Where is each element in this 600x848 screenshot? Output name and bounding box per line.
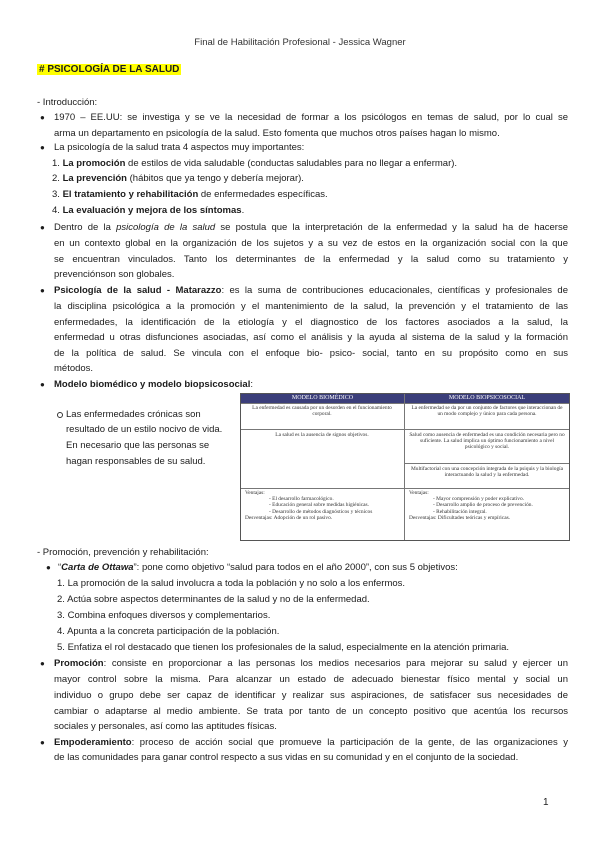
bullet-icon: ●: [40, 659, 45, 668]
table-cell: Multifactorial con una concepción integrada de la psiquis y la biología interactuando la salud y la enfermedad.: [410, 466, 564, 479]
table-divider: [241, 488, 569, 489]
bullet-icon: ●: [40, 286, 45, 295]
promocion-line1: Promoción: consiste en proporcionar a las personas los medios necesarios para mejorar su salud y ejercer un: [54, 658, 568, 669]
global-context-line3: se encuentran vinculados. Tanto los determinantes de la enfermedad y la salud como su tratamiento y: [54, 254, 568, 265]
models-comparison-table: [240, 393, 570, 541]
intro-1970-line2: arma un departamento en psicología de la salud. Esto fomenta que muchos otros países hagan lo mismo.: [54, 128, 500, 139]
table-cell: La enfermedad es causada por un desorden en el funcionamiento corporal.: [252, 405, 392, 418]
intro-heading: - Introducción:: [37, 97, 98, 108]
table-cell: Ventajas: - El desarrollo farmacológico. - Educación general sobre medidas higiénicas. - Desarrollo de métodos diagnósticos y técnicos Desventajas: Adopción de un rol pasivo.: [245, 490, 373, 521]
promocion-line4: cambiar o adaptarse al medio ambiente. Se trata por tanto de un concepto positivo que acentúa los recursos: [54, 706, 568, 717]
matarazzo-line2: la disciplina psicológica a la promoción y el mantenimiento de la salud, la prevención y el tratamiento de las: [54, 301, 568, 312]
promocion-line2: mayor control sobre la misma. Para alcanzar un estado de adecuado bienestar físico mental y social un: [54, 674, 568, 685]
objective-item-2: 2. Actúa sobre aspectos determinantes de la salud y no de la enfermedad.: [57, 594, 370, 605]
bullet-icon: ●: [40, 738, 45, 747]
global-context-line2: en un contexto global en la organización de los sujetos y a su vez de estos en la organización social con la que: [54, 238, 568, 249]
matarazzo-line4: enfermedad u otras disfunciones asociadas, así como el análisis y la ayuda al sistema de la salud y la formación: [54, 332, 568, 343]
intro-1970-line1: 1970 – EE.UU: se investiga y se ve la necesidad de formar a los psicólogos en temas de salud, por lo cual se: [54, 112, 568, 123]
matarazzo-line6: métodos.: [54, 363, 94, 374]
hollow-bullet-icon: [57, 412, 63, 418]
table-cell: Ventajas: - Mayor comprensión y poder explicativo. - Desarrollo amplio de proceso de prevención. - Rehabilitación integral. Desventajas: Dificultades teóricas y empíricas.: [409, 490, 533, 521]
promocion-line5: sociales y personales, así como las aptitudes físicas.: [54, 721, 277, 732]
bullet-icon: ●: [40, 380, 45, 389]
table-cell: La salud es la ausencia de signos objetivos.: [275, 432, 369, 438]
ottawa-line: “Carta de Ottawa”: pone como objetivo “salud para todos en el año 2000”, con sus 5 objetivos:: [58, 562, 458, 573]
bullet-icon: ●: [46, 563, 51, 572]
chronic-line1: Las enfermedades crónicas son: [66, 409, 201, 420]
aspect-item-3: 3. El tratamiento y rehabilitación de enfermedades específicas.: [52, 189, 328, 200]
objective-item-1: 1. La promoción de la salud involucra a toda la población y no solo a los enfermos.: [57, 578, 406, 589]
table-divider: [404, 394, 405, 540]
matarazzo-line3: enfermedades, la identificación de la etiología y el diagnostico de los factores asociados a la salud, la: [54, 317, 568, 328]
aspect-item-4: 4. La evaluación y mejora de los síntomas.: [52, 205, 245, 216]
matarazzo-line1: Psicología de la salud - Matarazzo: es la suma de contribuciones educacionales, científicas y profesionales de: [54, 285, 569, 296]
chronic-line3: En necesario que las personas se: [66, 440, 210, 451]
models-heading: Modelo biomédico y modelo biopsicosocial:: [54, 379, 254, 390]
section-title: # PSICOLOGÍA DE LA SALUD: [39, 64, 180, 75]
chronic-line2: resultado de un estilo nocivo de vida.: [66, 424, 223, 435]
table-divider: [241, 403, 569, 404]
empoderamiento-line2: de las comunidades para ganar control respecto a sus vidas en su comunidad y en el conjunto de la sociedad.: [54, 752, 519, 763]
bullet-icon: ●: [40, 223, 45, 232]
global-context-line4: prevenciónson son globales.: [54, 269, 175, 280]
bullet-icon: ●: [40, 143, 45, 152]
aspect-item-2: 2. La prevención (hábitos que ya tengo y debería mejorar).: [52, 173, 304, 184]
table-cell: Salud como ausencia de enfermedad es una condición necesaria pero no suficiente. La salud implica un óptimo funcionamiento a nivel psicológico y social.: [409, 432, 565, 451]
page-number: 1: [543, 797, 549, 808]
promo-heading: - Promoción, prevención y rehabilitación:: [37, 547, 209, 558]
table-header-biomedico: MODELO BIOMÉDICO: [241, 394, 404, 403]
objective-item-3: 3. Combina enfoques diversos y complementarios.: [57, 610, 271, 621]
empoderamiento-line1: Empoderamiento: proceso de acción social que promueve la participación de la gente, de las organizaciones y: [54, 737, 568, 748]
page-header: Final de Habilitación Profesional - Jessica Wagner: [194, 37, 406, 48]
chronic-line4: hagan responsables de su salud.: [66, 456, 206, 467]
global-context-line1: Dentro de la psicología de la salud se postula que la interpretación de la enfermedad y la salud ha de hacerse: [54, 222, 569, 233]
objective-item-5: 5. Enfatiza el rol destacado que tienen los profesionales de la salud, especialmente en la atención primaria.: [57, 642, 510, 653]
table-divider: [241, 429, 569, 430]
bullet-icon: ●: [40, 113, 45, 122]
objective-item-4: 4. Apunta a la concreta participación de la población.: [57, 626, 280, 637]
table-cell: La enfermedad se da por un conjunto de factores que interaccionan de un modo complejo y único para cada persona.: [411, 405, 563, 418]
intro-aspects: La psicología de la salud trata 4 aspectos muy importantes:: [54, 142, 305, 153]
aspect-item-1: 1. La promoción de estilos de vida saludable (conductas saludables para no llegar a enfermar).: [52, 158, 458, 169]
table-header-biopsicosocial: MODELO BIOPSICOSOCIAL: [405, 394, 569, 403]
promocion-line3: individuo o grupo debe ser capaz de identificar y realizar sus aspiraciones, de satisfacer sus necesidades de: [54, 690, 568, 701]
table-divider: [405, 463, 569, 464]
matarazzo-line5: de la política de salud. Se vincula con el enfoque bio- psico- social, tanto en su propósito como en sus: [54, 348, 568, 359]
